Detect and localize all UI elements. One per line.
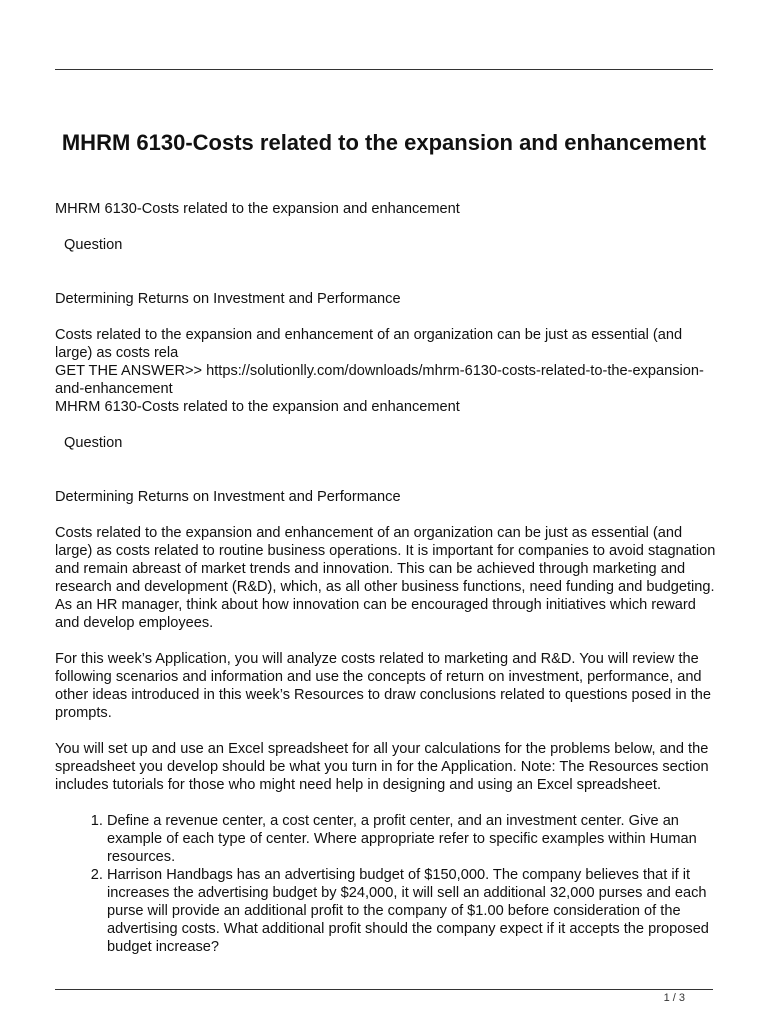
document-title: MHRM 6130-Costs related to the expansion and enhancement	[61, 130, 707, 155]
repeat-section-heading: Determining Returns on Investment and Performance	[55, 489, 401, 505]
repeat-question-label: Question	[64, 435, 123, 451]
list-item: 1. Define a revenue center, a cost center, a profit center, and an investment center. Give an example of each type of center. Where appropriate refer to specific examples within Human resources.	[107, 812, 717, 866]
answer-link[interactable]: GET THE ANSWER>> https://solutionlly.com/downloads/mhrm-6130-costs-related-to-the-expansion-and-enhancement	[55, 363, 704, 397]
repeat-title-line: MHRM 6130-Costs related to the expansion and enhancement	[55, 399, 460, 415]
page-number: 1 / 3	[663, 992, 685, 1004]
section-heading: Determining Returns on Investment and Performance	[55, 291, 401, 307]
question-list	[55, 812, 717, 956]
intro-truncated: Costs related to the expansion and enhancement of an organization can be just as essential (and large) as costs rela	[55, 327, 683, 361]
paragraph-intro: Costs related to the expansion and enhancement of an organization can be just as essential (and large) as costs related to routine business operations. It is important for companies to avoid stagnation and remain abreast of market trends and innovation. This can be achieved through marketing and research and development (R&D), which, as all other business functions, need funding and budgeting. As an HR manager, think about how innovation can be encouraged through initiatives which reward and develop employees.	[55, 525, 716, 631]
subtitle-line: MHRM 6130-Costs related to the expansion and enhancement	[55, 201, 460, 217]
paragraph-spreadsheet: You will set up and use an Excel spreadsheet for all your calculations for the problems below, and the spreadsheet you develop should be what you turn in for the Application. Note: The Resources section includes tutorials for those who might need help in designing and using an Excel spreadsheet.	[55, 741, 709, 793]
question-label: Question	[64, 237, 123, 253]
paragraph-application: For this week’s Application, you will analyze costs related to marketing and R&D. You will review the following scenarios and information and use the concepts of return on investment, performance, and other ideas introduced in this week’s Resources to draw conclusions related to questions posed in the prompts.	[55, 651, 712, 721]
top-rule	[55, 69, 713, 70]
bottom-rule	[55, 989, 713, 990]
document-body	[55, 200, 717, 956]
list-item: 2. Harrison Handbags has an advertising budget of $150,000. The company believes that if it increases the advertising budget by $24,000, it will sell an additional 32,000 purses and each purse will provide an additional profit to the company of $1.00 before consideration of the advertising costs. What additional profit should the company expect if it accepts the proposed budget increase?	[107, 866, 717, 956]
